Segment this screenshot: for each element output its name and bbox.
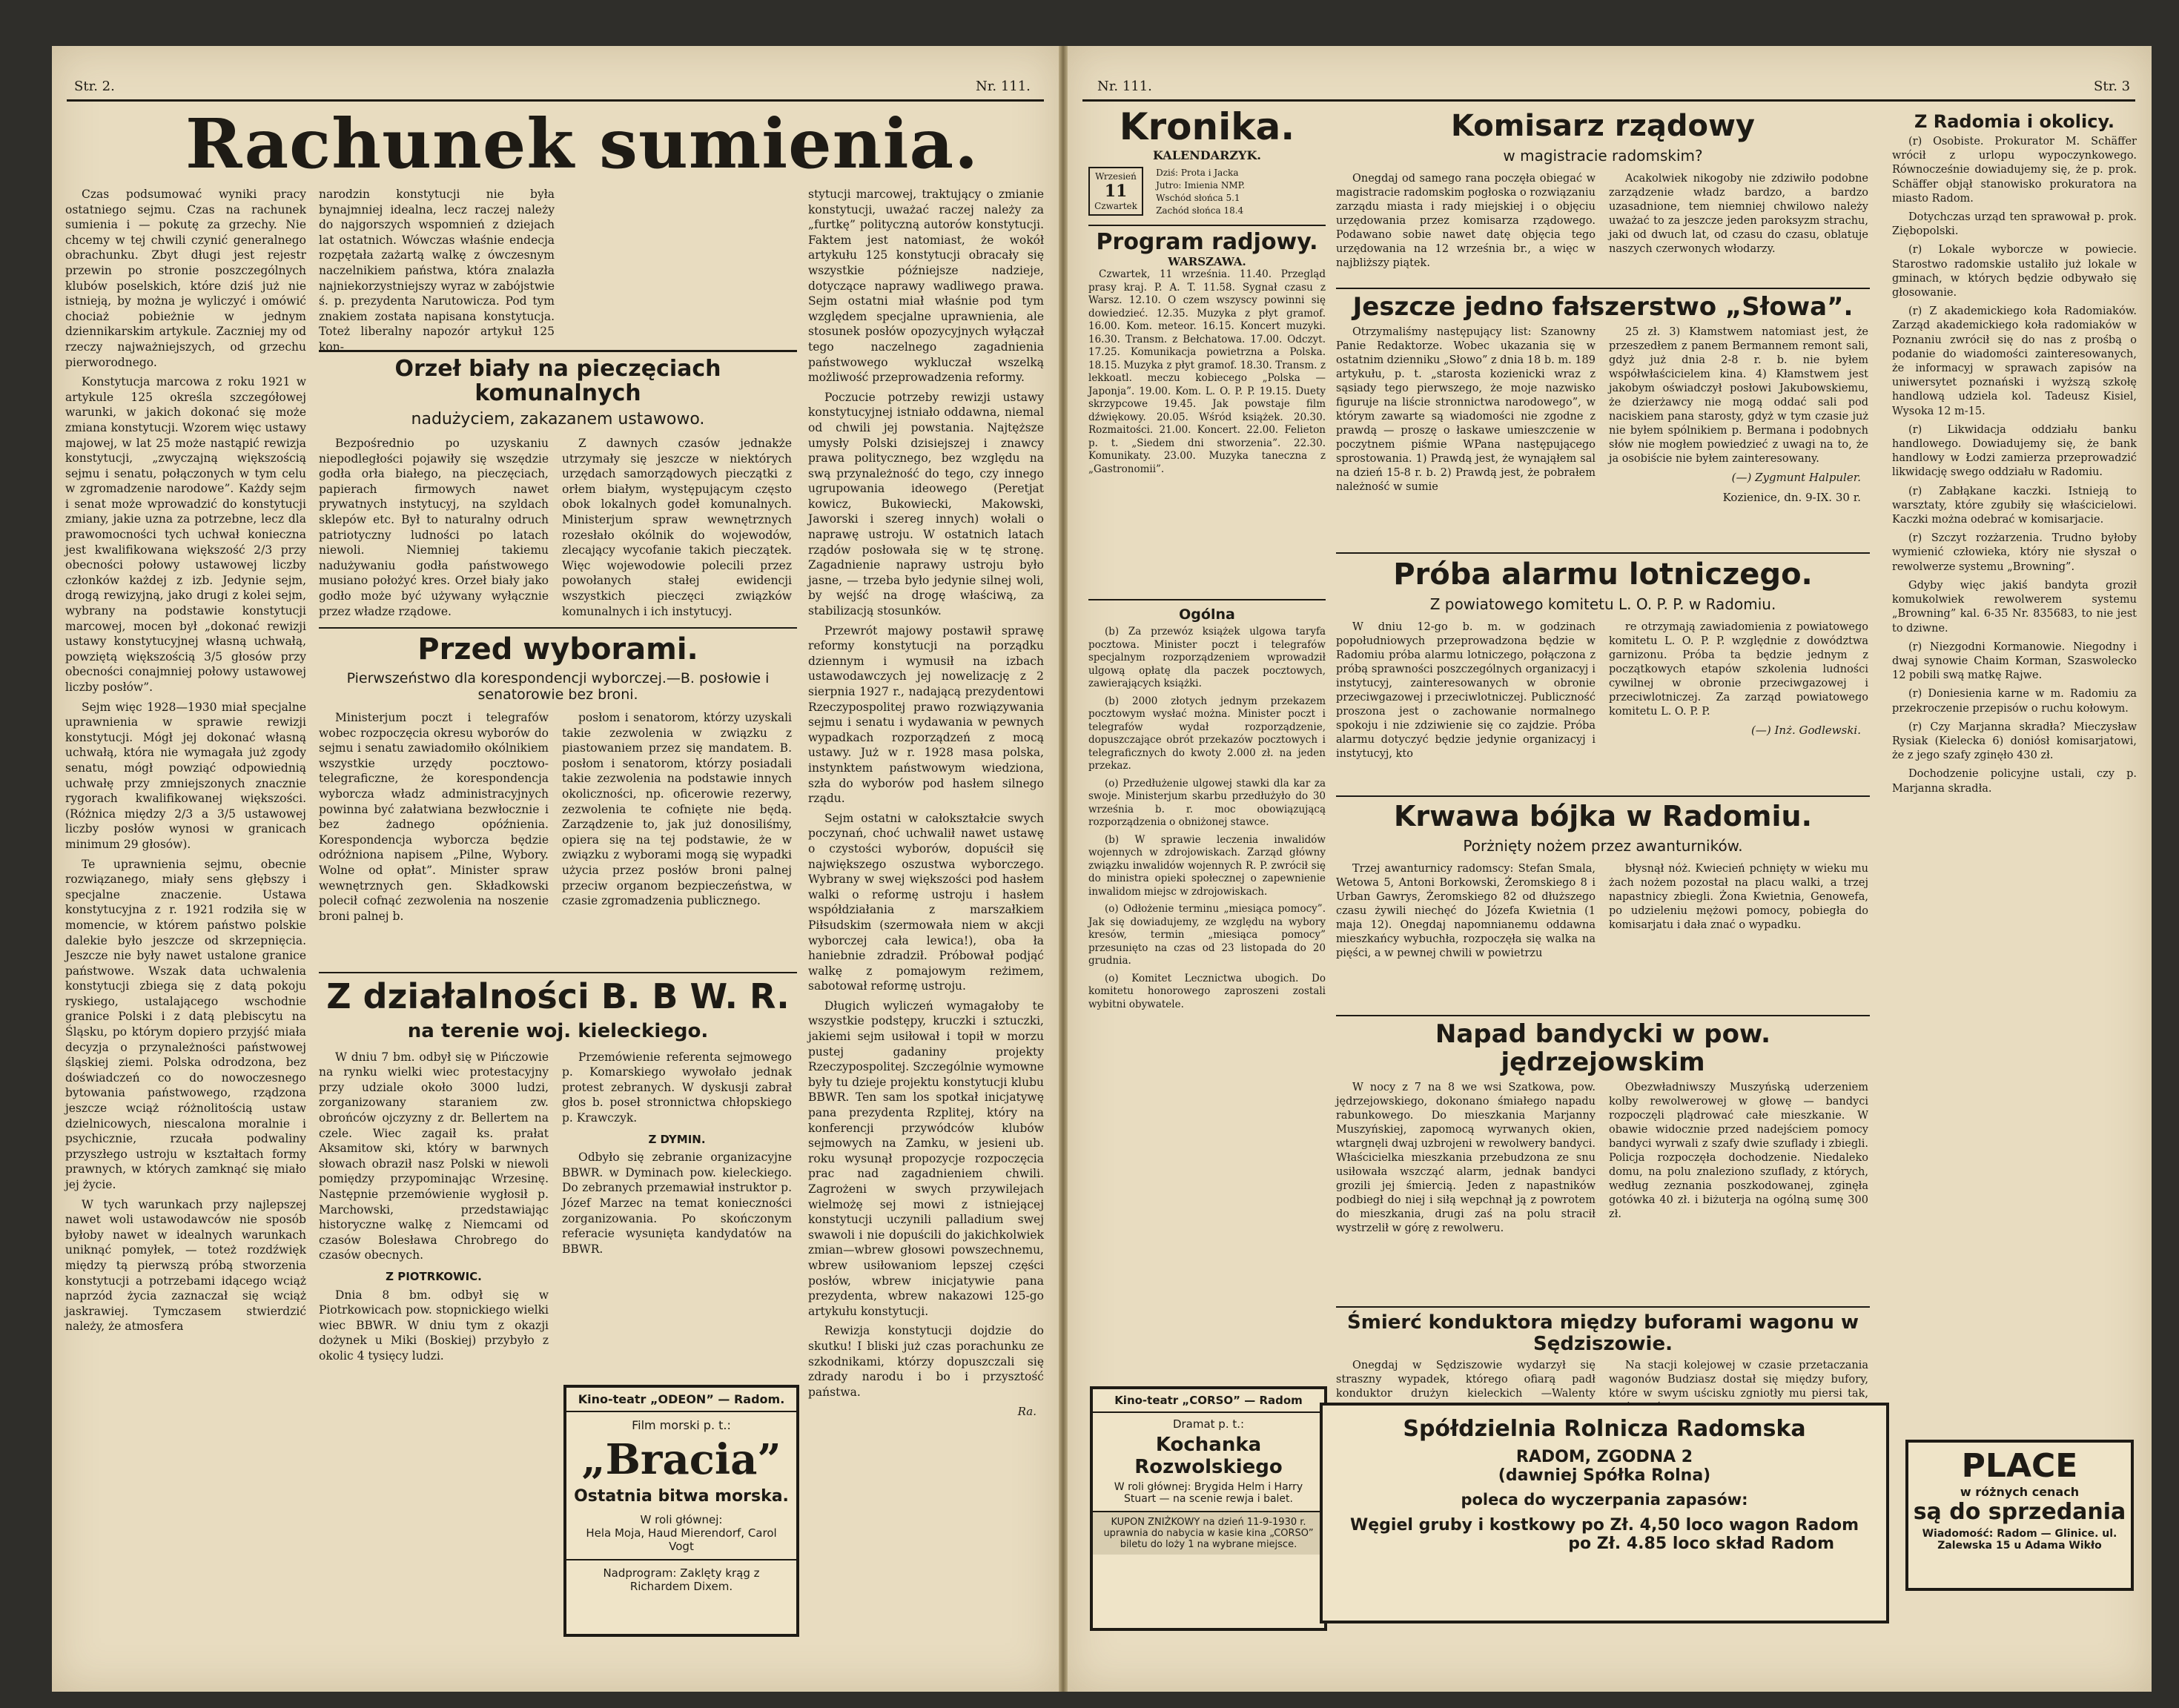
paragraph: Te uprawnienia sejmu, obecnie rozwiązanego, miały sens głębszy i specjalne znaczenie. Ustawa konstytucyjna z r. 1921 rodziła się w momencie, w którem państwo polskie dalekie było jeszcze od skrzepnięcia. Jeszcze nie były nawet ustalone granice państwowe. Wszak data uchwalenia konstytucji zbiega się z datą pokoju ryskiego, ustalającego wschodnie granice Polski i z datą plebiscytu na Śląsku, po którym dopiero przyjść miała decyzja o przynależności państwowej śląskiej ziemi. Polska odrodzona, bez doświadczeń co do nowoczesnego bytowania państwowego, rządzona jeszcze wciąż różnolitością ustaw dzielnicowych, niescalona moralnie i psychicznie, rzucała podwaliny przyszłego ustroju w kształtach formy prawnych, w których zamknąć się miało jej życie.: [65, 857, 306, 1191]
news-item: (r) Niezgodni Kormanowie. Niegodny i dwaj synowie Chaim Korman, Szaswolecko 12 pobili swą matkę Rajwe.: [1892, 640, 2137, 682]
komisarz-subtitle: w magistracie radomskim?: [1503, 147, 1703, 165]
place-advert: PLACE w różnych cenach są do sprzedania Wiadomość: Radom — Glinice. ul. Zalewska 15 u Adama Wikło: [1905, 1440, 2134, 1591]
wybory-subtitle: Pierwszeństwo dla korespondencji wyborczej.—B. posłowie i senatorowie bez broni.: [346, 670, 770, 703]
paragraph: Sejm więc 1928—1930 miał specjalne uprawnienia w sprawie rewizji konstytucji. Mógł jej dokonać własną uchwałą, która nie wymagała już zgody senatu, mógł powziąć odpowiednią uchwałę przy zmniejszonych znacznie rygorach kwalifikowanej większości. (Różnica między 2/3 a 3/5 ustawowej liczby posłów wynosi w granicach minimum 29 głosów).: [65, 700, 306, 851]
article-rachunek-col2: [319, 187, 555, 354]
paragraph: Z dawnych czasów jednakże utrzymały się jeszcze w niektórych urzędach samorządowych pieczątki z orłem białym, występującym często obok lokalnych godeł komunalnych. Ministerjum spraw wewnętrznych rozesłało okólnik do wojewodów, zlecający wycofanie takich pieczątek. Więc wojewodowie polecili przez powołanych stałej ewidencji wszystkich pieczęci związków komunalnych i ich instytucyj.: [562, 437, 792, 618]
news-item: (r) Zabłąkane kaczki. Istnieją to warsztaty, które zgubiły się właścicielowi. Kaczki można odebrać w komisarjacie.: [1892, 485, 2137, 526]
main-headline: Rachunek sumienia.: [185, 104, 979, 184]
ad-footer: Nadprogram: Zaklęty krąg z Richardem Dixem.: [566, 1559, 796, 1593]
komisarz-headline: Komisarz rządowy: [1450, 109, 1756, 143]
paragraph: Sejm ostatni w całokształcie swych poczynań, choć uchwalił nawet ustawę o czystości wyborów, dopuścił się największego oszustwa wyborczego. Wybrany w swej większości pod hasłem walki o reformę ustroju i hasłem współdziałania z marszałkiem Piłsudskim (szermowała niem w akcji wyborczej cała lewica!), oba ła haniebnie zdradził. Próbował podjąć walkę z pomajowym reżimem, sabotował reformę ustroju.: [808, 811, 1044, 993]
paragraph: W dniu 7 bm. odbył się w Pińczowie na rynku wielki wiec protestacyjny przy udziale około 3000 ludzi, zorganizowany staraniem zw. obrońców ojczyzny z dr. Bellertem na czele. Wiec zagaił ks. prałat Aksamitow ski, który w barwnych słowach obraził nasz Polski w niewoli pomiędzy przypominając Wrzesinę. Następnie przemówienie wygłosił p. Marchowski, przedstawiając historyczne walkę z Niemcami od czasów Bolesława Chrobrego do czasów obecnych.: [319, 1050, 549, 1262]
news-item: (o) Przedłużenie ulgowej stawki dla kar za swoje. Ministerjum skarbu przedłużyło do 30 września b. r. moc obowiązującą rozporządzenia o obniżonej stawce.: [1088, 777, 1326, 828]
ad-title: Spółdzielnia Rolnicza Radomska: [1403, 1416, 1806, 1442]
spoldzielnia-advert: Spółdzielnia Rolnicza Radomska RADOM, ZGODNA 2 (dawniej Spółka Rolna) poleca do wyczerpania zapasów: Węgiel gruby i kostkowy po Zł. 4,50 loco wagon Radom po Zł. 4.85 loco skład Radom: [1320, 1403, 1889, 1623]
article-rachunek-col1: [65, 187, 306, 1677]
paragraph: Długich wyliczeń wymagałoby te wszystkie podstępy, kruczki i sztuczki, jakiemi sejm usiłował i topił w morzu pustej gadaniny projekty Rzeczypospolitej. Szczególnie wymowne były tu dzieje projektu konstytucji klubu BBWR. Ten sam los spotkał inicjatywę pana prezydenta Rzplitej, który na konferencji przywódców klubów sejmowych na Zamku, w jesieni ub. roku wysunął propozycje rozpoczęcia prac nad zagadnieniem chwili. Zagrożeni w swych przywilejach wielmożę sej mowi z istniejącej konstytucji uczynili palladium swej swawoli i nie dopuścili do jakichkolwiek zmian—wbrew głosowi powszechnemu, wbrew usiłowaniom lepszej części posłów, wbrew inicjatywie pana prezydenta, wbrew nakazowi 125-go artykułu konstytucji.: [808, 999, 1044, 1318]
left-page: [52, 46, 1059, 1692]
ad-film-title: „Bracia”: [581, 1435, 781, 1484]
z-radomia-column: [1892, 105, 2137, 1425]
middle-columns: Komisarz rządowy w magistracie radomskim? Onegdaj od samego rana poczęła obiegać w magistracie radomskim pogłoska o rozwiązaniu zarządu miasta i rady miejskiej i o objęciu urzędowania przez komisarza rządowego. Podawano sobie nawet datę objęcia tego urzędowania na 12 września br., a więc w najbliższy piątek. Acakolwiek nikogoby nie zdziwiło podobne zarządzenie władz bardzo, a bardzo uzasadnione, tem niemniej chwilowo należy uważać to za jeszcze jeden paroksyzm strachu, jaki od dwuch lat, od czasu do czasu, oblatuje naszych czerwonych włodarzy. Jeszcze jedno fałszerstwo „Słowa”. Otrzymaliśmy następujący list: Szanowny Panie Redaktorze. Wobec ukazania się w ostatnim dzienniku „Słowo” z dnia 18 b. m. 189 artykułu, p. t. „starosta kozienicki wraz z sąsiady tego pierwszego, że moje nazwisko figuruje na liście stronnictwa narodowego”, w którym zawarte są wiadomości nie zgodne z prawdą — proszę o łaskawe umieszczenie w poczytnem piśmie WPana następującego sprostowania. 1) Prawdą jest, że wynająłem sal na dzień 15-8 r. b. 2) Prawdą jest, że pobrałem należność w sumie 25 zł. 3) Kłamstwem natomiast jest, że przeszedłem z panem Bermannem remont sali, gdyż już dnia 2-8 r. b. nie byłem współwłaścicielem kina. 4) Kłamstwem jest jakobym oświadczył posłowi Jakubowskiemu, że dzierżawcy nie mogą oddać sali pod naciskiem pana starosty, gdyż w tym czasie już nie byłem spólnikiem p. Bermana i podobnych słów nie mogłem powiedzieć z uwagi na to, że ja osobiście nie byłem zainteresowany. (—) Zygmunt Halpuler. Kozienice, dn. 9-IX. 30 r. Próba alarmu lotniczego. Z powiatowego komitetu L. O. P. P. w Radomiu. W dniu 12-go b. m. w godzinach popołudniowych przeprowadzona będzie w Radomiu próba alarmu lotniczego, połączona z próbą sprawności poszczególnych organizacyj i instytucyj, zainteresowanych w obronie przeciwgazowej i przeciwlotniczej. Publiczność proszona jest o zachowanie normalnego spokoju i nie zdziwienie się co zajdzie. Próba alarmu dotyczyć będzie jedynie organizacyj i instytucyj, kto re otrzymają zawiadomienia z powiatowego komitetu L. O. P. P. względnie z dowództwa garnizonu. Próba ta będzie jednym z początkowych etapów szkolenia ludności cywilnej w obronie przeciwgazowej i przeciwlotniczej. Za zarząd powiatowego komitetu L. O. P. P. (—) Inż. Godlewski. Krwawa bójka w Radomiu. Porżnięty nożem przez awanturników. Trzej awanturnicy radomscy: Stefan Smala, Wetowa 5, Antoni Borkowski, Żeromskiego 8 i Urban Gawrys, Żeromskiego 82 od dłuższego czasu żywili niechęć do Józefa Kwietnia (1 maja 12). Onegdaj napomnianemu oddawna mieszkańcy wybuchła, rozpoczęła się walka na pięści, a w pewnej chwili w powietrzu błysnął nóż. Kwiecień pchnięty w wieku mu żach nożem pozostał na placu walki, a trzej napastnicy zbiegli. Żona Kwietnia, Genowefa, po udzieleniu mężowi pomocy, pobiegła do komisarjatu i dała znać o wypadku. Napad bandycki w pow. jędrzejowskim W nocy z 7 na 8 we wsi Szatkowa, pow. jędrzejowskiego, dokonano śmiałego napadu rabunkowego. Do mieszkania Marjanny Muszyńskiej, zapomocą wyrwanych okien, wtargnęli dwaj uzbrojeni w rewolwery bandyci. Właścicielka mieszkania przebudzona ze snu usiłowała wszcząć alarm, jednak bandyci grozili jej śmiercią. Jeden z napastników podbiegł do niej i siłą wepchnął ją z powrotem do mieszkania, drugi zaś na polu stracił wystrzelił w górę z rewolweru. Obezwładniwszy Muszyńską uderzeniem kolby rewolwerowej w głowę — bandyci rozpoczęli plądrować całe mieszkanie. W obawie widocznie przed nadejściem pomocy bandyci wyrwali z szafy dwie szuflady i zbiegli. Policja rozpoczęła dochodzenie. Niedaleko domu, na polu znaleziono szuflady, z których, według zeznania poszkodowanej, zginęła gotówka 40 zł. i biżuterja na ogólną sumę 300 zł.: [1336, 109, 1868, 1234]
ad-tagline: Ostatnia bitwa morska.: [574, 1487, 789, 1506]
paragraph: Konstytucja marcowa z roku 1921 w artykule 125 określa szczegółowej warunki, w jakich dokonać się może zmiana konstytucji. Wzorem więc ustawy majowej, w lat 25 może nastąpić rewizja konstytucji, „zwyczajną większością sejmu i senatu, połączonych w tym celu w zgromadzenie narodowe”. Każdy sejm i senat może wprowadzić do konstytucji zmiany, jakie uzna za potrzebne, lecz dla prawomocności tych uchwał konieczna jest kwalifikowana większość 2/3 przy obecności połowy ustawowej liczby członków każdej z izb. Jedynie sejm, drogą rewizyjną, jako drugi z kolei sejm, wybrany na podstawie konstytucji marcowej, mocen był „dokonać rewizji ustawy konstytucyjnej własną uchwałą, powziętą większością 3/5 głosów przy obecności conajmniej połowy ustawowej liczby posłów”.: [65, 375, 306, 694]
paragraph: Przewrót majowy postawił sprawę reformy konstytucji na porządku dziennym i wymusił na izbach ustawodawczych jej nowelizację z 2 sierpnia 1927 r., nadającą prezydentowi Rzeczypospolitej prawo rozwiązywania sejmu i senatu i wydawania w pewnych wypadkach rozporządzeń z mocą ustawy. Już w r. 1928 masa polska, instynktem państwowym wiedziona, szła do wyborów pod hasłem silnego rządu.: [808, 623, 1044, 806]
paragraph: Poczucie potrzeby rewizji ustawy konstytucyjnej istniało oddawna, niemal od chwili jej powstania. Najtęższe umysły Polski dzisiejszej i znawcy prawa politycznego, bez względu na swą przynależność do tego, czy innego ugrupowania ideowego (Peretjat kowicz, Bukowiecki, Makowski, Jaworski i szereg innych) wołali o naprawę ustroju. W ostatnich latach rządów posłowała się w tę stronę. Zagadnienie naprawy ustroju było jasne, — trzeba było jedynie silnej woli, by wejść na drogę właściwą, za stabilizacją stosunków.: [808, 390, 1044, 618]
paragraph: Odbyło się zebranie organizacyjne BBWR. w Dyminach pow. kieleckiego. Do zebranych przemawiał instruktor p. Józef Marzec na temat konieczności zorganizowania. Po skończonym referacie wysunięta kandydatów na BBWR.: [562, 1151, 792, 1256]
news-item: Dotychczas urząd ten sprawował p. prok. Ziębopolski.: [1892, 211, 2137, 238]
alarm-headline: Próba alarmu lotniczego.: [1393, 557, 1813, 592]
news-item: (r) Czy Marjanna skradła? Mieczysław Rysiak (Kielecka 6) doniósł komisarjatowi, że z jego szafy zginęło 430 zł.: [1892, 721, 2137, 762]
news-item: Dochodzenie policyjne ustali, czy p. Marjanna skradła.: [1892, 768, 2137, 795]
news-item: (r) Likwidacja oddziału banku handlowego. Dowiadujemy się, że bank handlowy w Łodzi zamierza przeprowadzić likwidację swego oddziału w Radomiu.: [1892, 423, 2137, 479]
ad-header: Kino-teatr „CORSO” — Radom: [1093, 1389, 1324, 1413]
kronika-title: Kronika.: [1119, 105, 1295, 148]
odeon-advert: [563, 1385, 799, 1637]
paragraph: Przemówienie referenta sejmowego p. Komarskiego wywołało jednak protest zebranych. W dyskusji zabrał głos b. poseł stronnictwa chłopskiego p. Krawczyk.: [562, 1050, 792, 1125]
orzel-body: [319, 436, 797, 621]
bbwr-subtitle: na terenie woj. kieleckiego.: [407, 1019, 709, 1042]
issue-number-right: Nr. 111.: [1097, 79, 1152, 94]
radio-city: WARSZAWA.: [1168, 255, 1246, 268]
konduktor-headline: Śmierć konduktora między buforami wagonu w Sędziszowie.: [1347, 1311, 1859, 1355]
page-number-left: Str. 2.: [74, 79, 115, 94]
article-rachunek-col3: [808, 187, 1044, 1629]
radio-schedule: Czwartek, 11 września. 11.40. Przegląd prasy kraj. P. A. T. 11.58. Sygnał czasu z Warsz. 12.10. O czem wszyscy powinni się dowiedzieć. 12.35. Muzyka z płyt gramof. 16.00. Kom. meteor. 16.15. Koncert muzyki. 16.30. Transm. z Bełchatowa. 17.00. Odczyt. 17.25. Komunikacja powietrzna a Polska. 18.15. Muzyka z płyt gramof. 18.30. Transm. z lekkoatl. meczu kobiecego „Polska — Japonja”. 19.00. Kom. L. O. P. P. 19.15. Duety skrzypcowe 19.45. Jak powstaje film dźwiękowy. 20.05. Wśród książek. 20.30. Rozmaitości. 21.00. Koncert. 22.00. Felieton p. t. „Siedem dni stworzenia”. 22.30. Komunikaty. 23.00. Muzyka taneczna z „Gastronomii”.: [1088, 268, 1326, 475]
ad-roles-head: W roli głównej:: [640, 1513, 723, 1526]
paragraph: posłom i senatorom, którzy uzyskali takie zezwolenia w związku z piastowaniem przez się mandatem. B. posłom i senatorom, którzy posiadali takie zezwolenia na podstawie innych okoliczności, np. oficerowie rezerwy, zezwolenia te cofnięte nie będą. Zarządzenie to, jak już donosiliśmy, opiera się na tej podstawie, że w związku z wyborami mogą się wypadki użycia przez posłów broni palnej przeciw organom bezpieczeństwa, w czasie zgromadzenia publicznego.: [562, 711, 792, 908]
orzel-subtitle: nadużyciem, zakazanem ustawowo.: [411, 410, 705, 428]
section-title: Z DYMIN.: [648, 1132, 706, 1146]
spine-gutter: [1059, 46, 1068, 1692]
paragraph: Ministerjum poczt i telegrafów wobec rozpoczęcia okresu wyborów do sejmu i senatu zawiadomiło okólnikiem wszystkie urzędy pocztowo-telegraficzne, że korespondencja wyborcza władz administracyjnych powinna być załatwiana bezwłocznie i bez żadnego opóźnienia. Korespondencja wyborcza będzie odróżniona napisem „Pilne, Wybory. Wolne od opłat”. Minister spraw wewnętrznych gen. Składkowski polecił cofnąć zezwolenia na noszenie broni palnej b.: [319, 711, 549, 923]
discount-coupon: KUPON ZNIŻKOWY na dzień 11-9-1930 r. uprawnia do nabycia w kasie kina „CORSO” biletu do loży 1 na wybrane miejsce.: [1093, 1511, 1324, 1555]
paragraph: Bezpośrednio po uzyskaniu niepodległości pojawiły się wszędzie godła orła białego, na pieczęciach, papierach firmowych nawet prywatnych instytucyj, na szyldach sklepów etc. Był to naturalny odruch patriotyczny ludności po latach niewoli. Niemniej takiemu nadużywaniu godła państwowego musiano położyć kres. Orzeł biały jako godło może być używany wyłącznie przez władze rządowe.: [319, 437, 549, 618]
konduktor-article: Śmierć konduktora między buforami wagonu w Sędziszowie. Onegdaj w Sędziszowie wydarzył się straszny wypadek, którego ofiarą padł konduktor drużyn kieleckich —Walenty Na stacji kolejowej w czasie przetaczania wagonów Budziasz dostał się między bufory, które w swym uścisku zgniotły mu piersi tak,: [1336, 1306, 1870, 1395]
ad-pretitle: Film morski p. t.:: [632, 1418, 731, 1432]
news-item: (o) Odłożenie terminu „miesiąca pomocy”. Jak się dowiadujemy, ze względu na wybory kresów, termin „miesiąca pomocy” przesunięto na czas od 23 listopada do 20 grudnia.: [1088, 903, 1326, 967]
radio-title: Program radjowy.: [1096, 229, 1318, 255]
ad-roles: Hela Moja, Haud Mierendorf, Carol Vogt: [586, 1526, 777, 1553]
header-rule-right: [1082, 99, 2135, 102]
napad-headline: Napad bandycki w pow. jędrzejowskim: [1435, 1019, 1771, 1077]
news-item: (r) Doniesienia karne w m. Radomiu za przekroczenie przepisów o ruchu kołowym.: [1892, 688, 2137, 715]
paragraph: W tych warunkach przy najlepszej nawet woli ustawodawców nie sposób byłoby nawet w idealnych warunkach uniknąć pomyłek, — toteż rozdźwięk między tą pierwszą próbą stworzenia konstytucji a potrzebami idącego wciąż naprzód życia zaznaczał się wciąż jaskrawiej. Tymczasem stwierdzić należy, że atmosfera: [65, 1197, 306, 1334]
bojka-headline: Krwawa bójka w Radomiu.: [1393, 800, 1813, 833]
news-item: Gdyby więc jakiś bandyta groził komukolwiek rewolwerem systemu „Browning” kal. 6-35 Nr. 835683, to nie jest to dziwne.: [1892, 579, 2137, 635]
ad-header: Kino-teatr „ODEON” — Radom.: [566, 1388, 796, 1412]
corso-advert: Kino-teatr „CORSO” — Radom Dramat p. t.: Kochanka Rozwolskiego W roli głównej: Brygida Helm i Harry Stuart — na scenie rewja i balet. KUPON ZNIŻKOWY na dzień 11-9-1930 r. uprawnia do nabycia w kasie kina „CORSO” biletu do loży 1 na wybrane miejsce.: [1090, 1386, 1327, 1631]
date-box: Wrzesień 11 Czwartek: [1088, 167, 1143, 216]
news-item: (b) Za przewóz książek ulgowa taryfa pocztowa. Minister poczt i telegrafów specjalnym rozporządzeniem wprowadził ulgową opłatę dla paczek pocztowych, zawierających książki.: [1088, 626, 1326, 689]
news-item: (r) Szczyt rozżarzenia. Trudno byłoby wymienić człowieka, który nie słyszał o rewolwerze systemu „Browning”.: [1892, 532, 2137, 573]
news-item: (o) Komitet Lecznictwa ubogich. Do komitetu honorowego zaproszeni zostali wybitni obywatele.: [1088, 972, 1326, 1010]
paragraph: Dnia 8 bm. odbył się w Piotrkowicach pow. stopnickiego wielki wiec BBWR. W dniu tym z okazji dożynek u Miki (Boskiej) przybyło z okolic 4 tysięcy ludzi.: [319, 1288, 549, 1363]
news-item: (r) Lokale wyborcze w powiecie. Starostwo radomskie ustaliło już lokale w gminach, w których będzie odbywało się głosowanie.: [1892, 244, 2137, 299]
wybory-headline: Przed wyborami.: [417, 632, 698, 666]
news-item: (r) Osobiste. Prokurator M. Schäffer wrócił z urlopu wypoczynkowego. Równocześnie dowiadujemy się, że p. prok. Schäffer objął stanowisko prokuratora na miasto Radom.: [1892, 136, 2137, 205]
news-item: (b) W sprawie leczenia inwalidów wojennych w zdrojowiskach. Zarząd główny związku inwalidów wojennych R. P. zwrócił się do ministra opieki społecznej o zapewnienie inwalidom miejsc w zdrojowiskach.: [1088, 833, 1326, 898]
ad-title: PLACE: [1961, 1447, 2078, 1485]
page-number-right: Str. 3: [2094, 79, 2131, 94]
falszerstwo-headline: Jeszcze jedno fałszerstwo „Słowa”.: [1352, 292, 1854, 322]
section-title: Z PIOTRKOWIC.: [386, 1269, 482, 1283]
paragraph: Rewizja konstytucji dojdzie do skutku! I bliski już czas porachunku ze szkodnikami, którzy dopuszczali się zdrady narodu i bo i przysztość państwa.: [808, 1324, 1044, 1399]
paragraph: Czas podsumować wyniki pracy ostatniego sejmu. Czas na rachunek sumienia i — pokutę za grzechy. Nie chcemy w tej chwili czynić generalnego obrachunku. Zbyt długi jest rejestr przewin po stronie poszczególnych klubów poselskich, które dziś już nie istnieją, by można je wyliczyć i omówić chociaż pobieżnie w jednym dziennikarskim artykule. Zaczniej my od rzeczy najważniejszych, od grzechu pierworodnego.: [65, 188, 306, 369]
news-item: (r) Z akademickiego koła Radomiaków. Zarząd akademickiego koła radomiaków w Poznaniu zwrócił się do nas z prośbą o podanie do wiadomości zainteresowanych, że informacyj w sprawach zapisów na uniwersytet poznański i wyższą szkołę handlową udziela kol. Tadeusz Kisiel, Wysoka 12 m-15.: [1892, 305, 2137, 417]
ad-film-title: Kochanka Rozwolskiego: [1134, 1434, 1283, 1478]
paragraph: narodzin konstytucji nie była bynajmniej idealna, lecz raczej należy do najgorszych wspomnień z dziejach lat ostatnich. Wówczas właśnie endecja rozpętała zażartą walkę z ówczesnym naczelnikiem państwa, która znalazła najniekorzystniejszy wyraz w zabójstwie ś. p. prezydenta Narutowicza. Pod tym znakiem zostaŧa napisana konstytucja. Toteż liberalny napozór artykuł 125 kon-: [319, 188, 555, 354]
kalendarzyk-title: KALENDARZYK.: [1153, 148, 1261, 162]
right-page: [1068, 46, 2152, 1692]
ogolna-title: Ogólna: [1179, 606, 1235, 623]
issue-number-left: Nr. 111.: [976, 79, 1031, 94]
header-rule-left: [67, 99, 1044, 102]
orzel-headline: Orzeł biały na pieczęciach komunalnych: [394, 356, 721, 406]
wybory-body: [319, 710, 797, 966]
paragraph: stytucji marcowej, traktujący o zmianie konstytucji, uważać raczej należy za „furtkę” polityczną autorów konstytucji. Faktem jest natomiast, że wokół artykułu 125 konstytucji obracały się wszystkie późniejsze nadzieje, dotyczące naprawy wadliwego prawa. Sejm ostatni miał właśnie pod tym względem specjalne uprawnienia, ale stosunek posłów opozycyjnych wyłączał tego naczelnego zagadnienia państwowego wykluczał wszelką możliwość przeprowadzenia reformy.: [808, 188, 1044, 385]
news-item: (b) 2000 złotych jednym przekazem pocztowym wysłać można. Minister poczt i telegrafów wydał rozporządzenie, dopuszczające obrót przekazów pocztowych i telegraficznych do kwoty 2.000 zł. na jeden przekaz.: [1088, 695, 1326, 772]
bbwr-headline: Z działalności B. B W. R.: [326, 976, 790, 1016]
z-radomia-title: Z Radomia i okolicy.: [1914, 111, 2114, 132]
signature: Ra.: [1017, 1405, 1036, 1419]
calendar-block: Wrzesień 11 Czwartek Dziś: Prota i Jacka Jutro: Imienia NMP. Wschód słońca 5.1 Zachód słońca 18.4: [1088, 167, 1326, 217]
